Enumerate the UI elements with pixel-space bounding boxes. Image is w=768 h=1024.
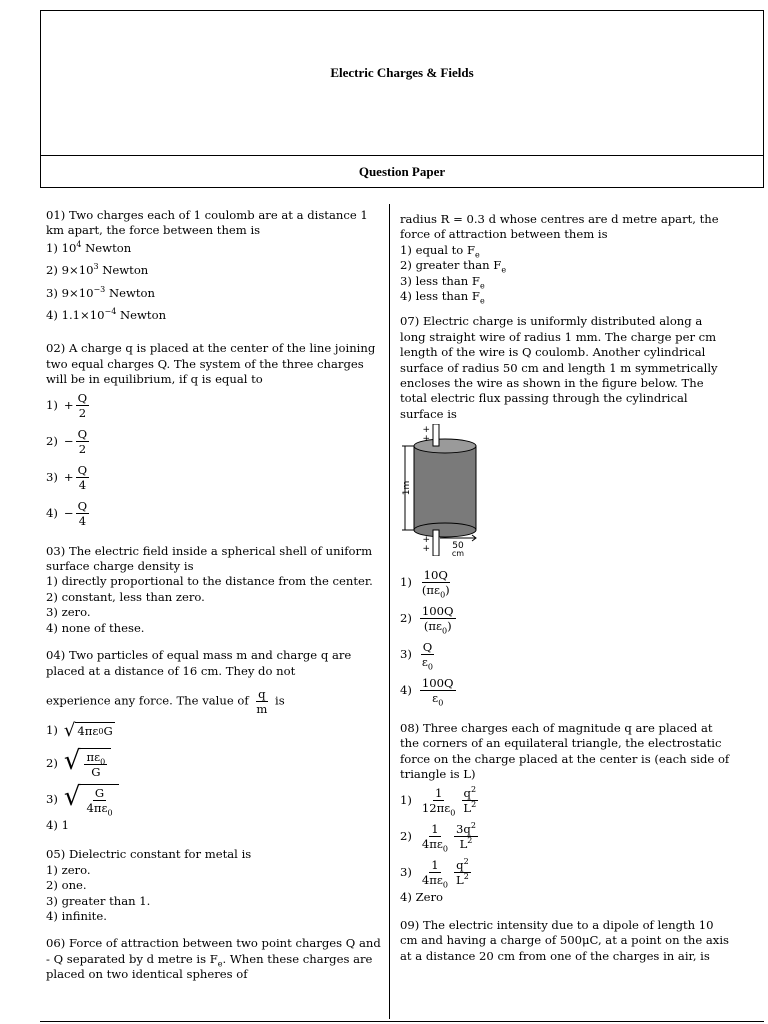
option-4: 4) less than $F_e$ xyxy=(400,289,485,306)
option-2: 2) √ $\frac{\pi\varepsilon_0}{G}$ xyxy=(46,746,382,782)
question-text: 09) The electric intensity due to a dipole of length 10 cm and having a charge of 500μC, at a point on the axis at a distance 20 cm from one of the charges in air, is xyxy=(400,917,729,963)
header-divider xyxy=(41,155,763,156)
left-column xyxy=(46,208,382,993)
option-1: 1) √ 4πε 0 G xyxy=(46,719,113,741)
option-3: 3) $\frac{1}{4\pi\varepsilon_0}$ $\frac{q^2}{L^2}$ xyxy=(400,856,469,890)
option-2: 2) $\frac{1}{4\pi\varepsilon_0}$ $\frac{3q^2}{L^2}$ xyxy=(400,820,476,854)
question-text: 01) Two charges each of 1 coulomb are at a distance 1 km apart, the force between them is xyxy=(46,208,368,238)
question-text: 05) Dielectric constant for metal is xyxy=(46,847,252,862)
question-08 xyxy=(400,721,730,906)
option-1: 1) $\frac{10Q}{(\pi\varepsilon_0)}$ xyxy=(400,568,450,600)
charge-sign: + xyxy=(422,434,430,445)
option-3: 3) less than $F_e$ xyxy=(400,273,485,290)
question-02 xyxy=(46,341,382,531)
charge-sign: + xyxy=(422,535,430,546)
option-4: 4) Zero xyxy=(400,890,444,905)
question-03 xyxy=(46,544,382,636)
charge-sign: + xyxy=(422,425,430,436)
radius-unit: cm xyxy=(451,549,465,557)
option-3: 3) $9\times 10^{-3}$ Newton xyxy=(46,284,155,300)
option-1: 1) $10^4$ Newton xyxy=(46,239,132,255)
right-column xyxy=(400,212,730,974)
option-1: 1) equal to $F_e$ xyxy=(400,242,480,260)
charge-value: 500μC xyxy=(559,933,598,948)
option-2: 2) one. xyxy=(46,878,87,893)
question-text: 04) Two particles of equal mass m and charge q are placed at a distance of 16 cm. They do not xyxy=(46,648,352,678)
question-07 xyxy=(400,314,730,708)
cylinder-body xyxy=(414,446,476,530)
option-4: 4) − $\frac{Q}{4}$ xyxy=(46,499,88,529)
option-2: 2) greater than $F_e$ xyxy=(400,258,507,275)
option-1: 1) directly proportional to the distance from the center. xyxy=(46,574,373,589)
question-09 xyxy=(400,918,730,964)
question-text: 08) Three charges each of magnitude q are placed at the corners of an equilateral triangle, the electrostatic force on the charge placed at the center is (each side of triangle is L) xyxy=(400,720,730,781)
question-06-continued xyxy=(400,212,730,304)
option-2: 2) constant, less than zero. xyxy=(46,589,205,604)
option-4: 4) $\frac{100Q}{\varepsilon_0}$ xyxy=(400,676,454,708)
option-2: 2) $\frac{100Q}{(\pi\varepsilon_0)}$ xyxy=(400,604,454,636)
option-3: 3) zero. xyxy=(46,605,91,620)
option-4: 4) infinite. xyxy=(46,908,107,923)
paper-title: Electric Charges & Fields xyxy=(330,65,474,80)
option-1: 1) zero. xyxy=(46,862,91,877)
question-06 xyxy=(46,936,382,982)
option-3: 3) + $\frac{Q}{4}$ xyxy=(46,463,88,493)
question-01 xyxy=(46,208,382,323)
cylinder-diagram xyxy=(400,424,510,556)
question-text-cont: experience any force. The value of $\frac{q}{m}$ is xyxy=(46,686,285,716)
option-2: 2) − $\frac{Q}{2}$ xyxy=(46,427,88,457)
question-05 xyxy=(46,847,382,924)
option-4: 4) none of these. xyxy=(46,620,145,635)
header-box xyxy=(40,10,764,188)
option-2: 2) $9\times 10^3$ Newton xyxy=(46,262,149,278)
cylinder-figure xyxy=(400,424,730,560)
option-3: 3) greater than 1. xyxy=(46,893,151,908)
option-4: 4) $1.1\times 10^{-4}$ Newton xyxy=(46,307,167,323)
column-divider xyxy=(389,204,390,1019)
question-text: 06) Force of attraction between two point charges Q and - Q separated by d metre is $F_e$. When these charges are placed on two identical spheres of xyxy=(46,936,381,982)
question-text: 03) The electric field inside a spherical shell of uniform surface charge density is xyxy=(46,543,373,574)
option-1: 1) + $\frac{Q}{2}$ xyxy=(46,391,88,421)
option-3: 3) √ $\frac{G}{4\pi\varepsilon_0}$ xyxy=(46,782,382,818)
option-4: 4) 1 xyxy=(46,817,69,832)
option-1: 1) $\frac{1}{12\pi\varepsilon_0}$ $\frac{q^2}{L^2}$ xyxy=(400,784,477,818)
radius-label: 50 xyxy=(452,541,464,552)
length-label: 1m xyxy=(402,481,412,496)
question-text: 07) Electric charge is uniformly distributed along a long straight wire of radius 1 mm. The charge per cm length of the wire is Q coulomb. Another cylindrical surface of radius 50 cm and length 1 m symmetrically encloses the wire as shown in the figure below. The total electric flux passing through the cylindrical surface is xyxy=(400,314,718,421)
paper-subtitle: Question Paper xyxy=(358,164,446,179)
question-04 xyxy=(46,648,382,833)
question-text-cont: radius R = 0.3 d whose centres are d metre apart, the force of attraction between them is xyxy=(400,212,719,242)
charge-sign: + xyxy=(422,544,430,555)
option-3: 3) $\frac{Q}{\varepsilon_0}$ xyxy=(400,640,434,672)
question-text: 02) A charge q is placed at the center of the line joining two equal charges Q. The system of the three charges will be in equilibrium, if q is equal to xyxy=(46,341,376,387)
bottom-rule xyxy=(40,1021,764,1022)
